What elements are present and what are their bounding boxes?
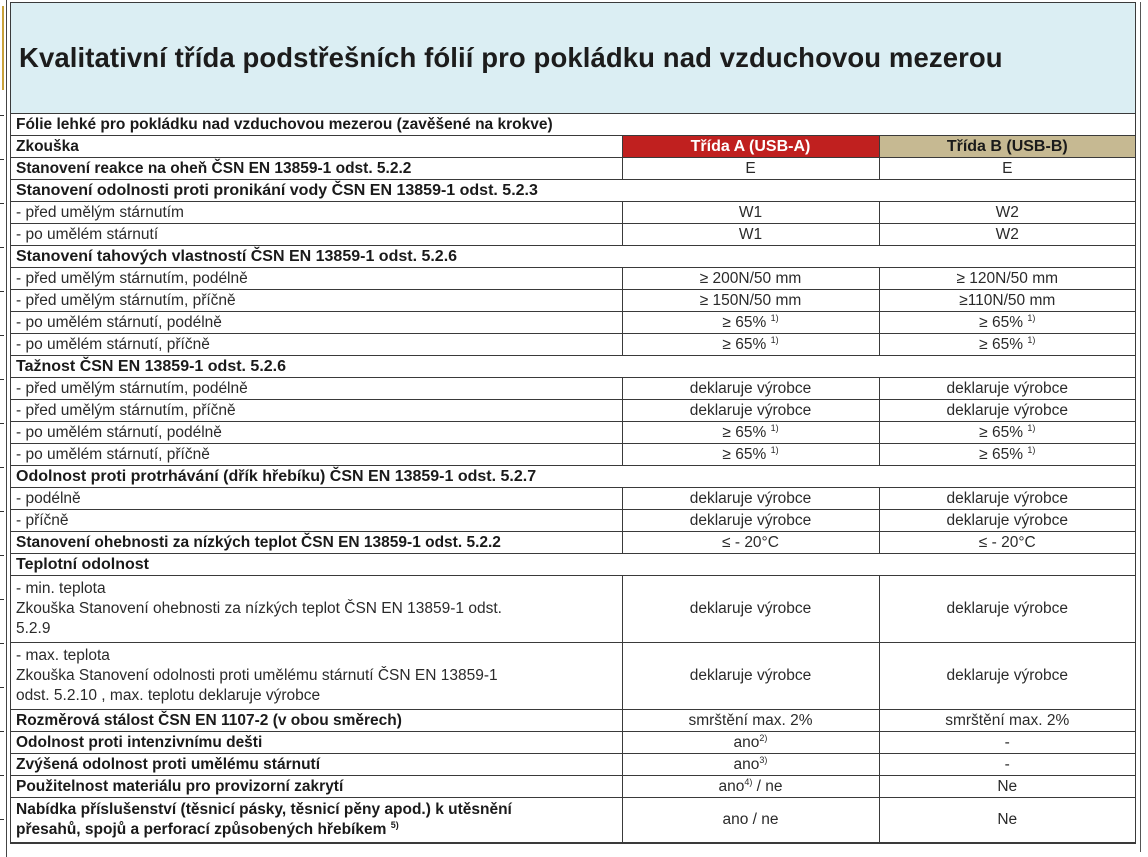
table-row xyxy=(11,776,1135,798)
class-b-value-text: ≥ 65% xyxy=(979,313,1028,331)
class-a-value-text: ano xyxy=(733,755,760,773)
class-b-value xyxy=(879,732,1135,754)
class-b-value xyxy=(879,158,1135,180)
class-b-value-text: - xyxy=(1004,755,1010,773)
class-a-value-text: ≥ 65% xyxy=(722,335,771,353)
class-b-value-text: deklaruje výrobce xyxy=(946,489,1068,507)
test-label-text: - příčně xyxy=(16,511,69,529)
class-a-value-text: deklaruje výrobce xyxy=(689,379,812,397)
table-header-row xyxy=(11,136,1135,158)
test-label-text: - po umělém stárnutí, příčně xyxy=(16,445,210,463)
class-b-value xyxy=(879,576,1135,643)
class-a-value xyxy=(622,378,879,400)
edge-tick xyxy=(0,599,4,600)
edge-tick xyxy=(0,467,4,468)
class-b-value-text: W2 xyxy=(995,225,1019,243)
class-b-value-text: deklaruje výrobce xyxy=(946,379,1068,397)
table-row xyxy=(11,290,1135,312)
class-b-value-text: smrštění max. 2% xyxy=(945,711,1070,729)
class-a-value-text: deklaruje výrobce xyxy=(689,401,812,419)
table-row xyxy=(11,268,1135,290)
class-a-value-text: W1 xyxy=(738,225,763,243)
class-a-value-text: deklaruje výrobce xyxy=(689,667,812,684)
table-row xyxy=(11,444,1135,466)
test-label-text: - podélně xyxy=(16,489,81,507)
footnote-ref: 1) xyxy=(1027,444,1036,455)
class-a-value xyxy=(622,224,879,246)
test-label xyxy=(11,488,622,510)
quality-class-sheet xyxy=(10,2,1136,844)
section-label: Tažnost ČSN EN 13859-1 odst. 5.2.6 xyxy=(11,356,1135,378)
edge-tick xyxy=(0,819,4,820)
class-b-value xyxy=(879,510,1135,532)
test-label-text: Stanovení reakce na oheň ČSN EN 13859-1 odst. 5.2.2 xyxy=(16,159,412,177)
test-label-text: Použitelnost materiálu pro provizorní zakrytí xyxy=(16,777,344,795)
footnote-ref: 1) xyxy=(770,334,779,345)
class-a-value xyxy=(622,290,879,312)
class-b-value xyxy=(879,268,1135,290)
test-label-text: - max. teplota Zkouška Stanovení odolnosti proti umělému stárnutí ČSN EN 13859-1 odst. 5.2.10 , max. teplotu deklaruje výrobce xyxy=(16,647,498,704)
class-b-value xyxy=(879,202,1135,224)
footnote-ref: 1) xyxy=(770,444,779,455)
table-row xyxy=(11,422,1135,444)
test-label-text: - min. teplota Zkouška Stanovení ohebnosti za nízkých teplot ČSN EN 13859-1 odst. 5.2.9 xyxy=(16,580,502,637)
table-row xyxy=(11,710,1135,732)
section-row xyxy=(11,356,1135,378)
edge-tick xyxy=(0,247,4,248)
class-a-value xyxy=(622,268,879,290)
class-a-value-text: deklaruje výrobce xyxy=(689,600,812,617)
test-label xyxy=(11,510,622,532)
class-a-value xyxy=(622,202,879,224)
header-class-a: Třída A (USB-A) xyxy=(622,136,879,158)
table-row xyxy=(11,732,1135,754)
test-label xyxy=(11,224,622,246)
class-b-value-text: - xyxy=(1004,733,1010,751)
test-label-text: Odolnost proti intenzivnímu dešti xyxy=(16,733,263,751)
test-label-text: - před umělým stárnutím, příčně xyxy=(16,401,236,419)
test-label xyxy=(11,732,622,754)
test-label-text: - před umělým stárnutím xyxy=(16,203,184,221)
class-b-value xyxy=(879,422,1135,444)
test-label-text: Rozměrová stálost ČSN EN 1107-2 (v obou směrech) xyxy=(16,711,402,729)
test-label-text: - před umělým stárnutím, podélně xyxy=(16,379,248,397)
class-b-value xyxy=(879,643,1135,710)
table-row xyxy=(11,400,1135,422)
left-edge-accent xyxy=(2,6,4,90)
test-label xyxy=(11,378,622,400)
class-a-value xyxy=(622,488,879,510)
edge-tick xyxy=(0,159,4,160)
class-a-value xyxy=(622,158,879,180)
table-row xyxy=(11,643,1135,710)
page-right-edge xyxy=(1140,2,1141,852)
document-title: Kvalitativní třída podstřešních fólií pro pokládku nad vzduchovou mezerou xyxy=(19,42,1003,73)
title-band xyxy=(11,3,1135,114)
class-b-value xyxy=(879,754,1135,776)
class-b-value-text: deklaruje výrobce xyxy=(946,511,1068,529)
table-row xyxy=(11,488,1135,510)
table-caption: Fólie lehké pro pokládku nad vzduchovou mezerou (zavěšené na krokve) xyxy=(11,114,1135,136)
class-a-value-text: ano / ne xyxy=(722,811,779,828)
class-a-value xyxy=(622,444,879,466)
test-label xyxy=(11,158,622,180)
test-label xyxy=(11,532,622,554)
class-a-value-text: ≥ 150N/50 mm xyxy=(699,291,802,309)
class-a-value xyxy=(622,776,879,798)
class-b-value-text: ≥ 65% xyxy=(979,445,1028,463)
class-b-value xyxy=(879,312,1135,334)
test-label xyxy=(11,710,622,732)
section-label: Odolnost proti protrhávání (dřík hřebíku) ČSN EN 13859-1 odst. 5.2.7 xyxy=(11,466,1135,488)
test-label xyxy=(11,312,622,334)
class-a-value-text: E xyxy=(745,159,756,177)
class-b-value-text: ≥ 65% xyxy=(979,423,1028,441)
class-a-value xyxy=(622,754,879,776)
table-row xyxy=(11,224,1135,246)
test-label-text: - před umělým stárnutím, příčně xyxy=(16,291,236,309)
quality-class-table xyxy=(11,114,1135,843)
edge-tick xyxy=(0,555,4,556)
table-row xyxy=(11,754,1135,776)
class-b-value xyxy=(879,488,1135,510)
test-label xyxy=(11,422,622,444)
class-a-value xyxy=(622,510,879,532)
table-row xyxy=(11,532,1135,554)
class-b-value-text: ≤ - 20°C xyxy=(978,533,1036,551)
class-b-value-text: ≥110N/50 mm xyxy=(959,291,1056,309)
footnote-ref: 5) xyxy=(390,820,399,830)
class-a-value xyxy=(622,643,879,710)
test-label xyxy=(11,776,622,798)
footnote-ref: 1) xyxy=(1027,334,1036,345)
class-a-value xyxy=(622,400,879,422)
edge-tick xyxy=(0,731,4,732)
class-b-value-text: E xyxy=(1002,159,1013,177)
edge-tick xyxy=(0,291,4,292)
test-label xyxy=(11,643,622,710)
section-label: Teplotní odolnost xyxy=(11,554,1135,576)
class-b-value xyxy=(879,334,1135,356)
table-row xyxy=(11,312,1135,334)
footnote-ref: 3) xyxy=(759,754,768,765)
edge-tick xyxy=(0,775,4,776)
edge-tick xyxy=(0,643,4,644)
class-a-value-text: ano xyxy=(733,733,760,751)
edge-tick xyxy=(0,511,4,512)
class-a-value-text: ≤ - 20°C xyxy=(722,533,779,551)
class-b-value-text: Ne xyxy=(997,777,1018,795)
edge-tick xyxy=(0,115,4,116)
class-a-value-text: deklaruje výrobce xyxy=(689,511,812,529)
class-b-value xyxy=(879,798,1135,843)
footnote-ref: 1) xyxy=(1027,422,1036,433)
class-a-value-text: smrštění max. 2% xyxy=(688,711,813,729)
table-row xyxy=(11,798,1135,843)
class-a-value-text: ≥ 65% xyxy=(722,423,771,441)
class-b-value xyxy=(879,378,1135,400)
section-label: Stanovení odolnosti proti pronikání vody ČSN EN 13859-1 odst. 5.2.3 xyxy=(11,180,1135,202)
section-row xyxy=(11,466,1135,488)
test-label-text: - po umělém stárnutí, příčně xyxy=(16,335,210,353)
test-label-text: - po umělém stárnutí xyxy=(16,225,159,243)
class-a-value-text: ≥ 65% xyxy=(722,313,771,331)
test-label xyxy=(11,400,622,422)
table-caption-row xyxy=(11,114,1135,136)
test-label xyxy=(11,798,622,843)
test-label xyxy=(11,444,622,466)
test-label-text: - po umělém stárnutí, podélně xyxy=(16,423,222,441)
test-label-text: Zvýšená odolnost proti umělému stárnutí xyxy=(16,755,321,773)
section-label: Stanovení tahových vlastností ČSN EN 13859-1 odst. 5.2.6 xyxy=(11,246,1135,268)
footnote-ref: 1) xyxy=(770,312,779,323)
class-a-value xyxy=(622,710,879,732)
footnote-ref: 2) xyxy=(759,732,768,743)
class-a-value xyxy=(622,798,879,843)
class-a-value xyxy=(622,422,879,444)
table-row xyxy=(11,510,1135,532)
class-a-value-text: W1 xyxy=(738,203,763,221)
class-b-value xyxy=(879,290,1135,312)
class-b-value xyxy=(879,776,1135,798)
class-a-value-suffix: / ne xyxy=(752,777,783,795)
section-row xyxy=(11,180,1135,202)
footnote-ref: 1) xyxy=(770,422,779,433)
class-b-value-text: ≥ 65% xyxy=(979,335,1028,353)
table-row xyxy=(11,576,1135,643)
class-a-value xyxy=(622,732,879,754)
class-b-value-text: W2 xyxy=(995,203,1019,221)
test-label xyxy=(11,754,622,776)
class-b-value-text: Ne xyxy=(997,811,1018,828)
class-b-value-text: ≥ 120N/50 mm xyxy=(956,269,1059,287)
class-b-value-text: deklaruje výrobce xyxy=(946,401,1068,419)
class-b-value xyxy=(879,444,1135,466)
edge-tick xyxy=(0,423,4,424)
test-label-text: Stanovení ohebnosti za nízkých teplot ČSN EN 13859-1 odst. 5.2.2 xyxy=(16,533,501,551)
class-a-value xyxy=(622,532,879,554)
test-label xyxy=(11,576,622,643)
section-row xyxy=(11,246,1135,268)
section-row xyxy=(11,554,1135,576)
class-b-value xyxy=(879,224,1135,246)
test-label xyxy=(11,290,622,312)
edge-tick xyxy=(0,687,4,688)
test-label-text: - po umělém stárnutí, podélně xyxy=(16,313,222,331)
header-class-b: Třída B (USB-B) xyxy=(879,136,1135,158)
class-a-value xyxy=(622,576,879,643)
class-a-value-text: ano xyxy=(718,777,745,795)
table-row xyxy=(11,378,1135,400)
footnote-ref: 4) xyxy=(744,776,753,787)
class-a-value xyxy=(622,312,879,334)
class-b-value xyxy=(879,532,1135,554)
edge-tick xyxy=(0,203,4,204)
table-row xyxy=(11,334,1135,356)
class-b-value-text: deklaruje výrobce xyxy=(946,667,1068,684)
class-a-value-text: ≥ 65% xyxy=(722,445,771,463)
class-a-value-text: ≥ 200N/50 mm xyxy=(699,269,802,287)
footnote-ref: 1) xyxy=(1027,312,1036,323)
edge-tick xyxy=(0,379,4,380)
header-test: Zkouška xyxy=(11,136,622,158)
class-b-value xyxy=(879,710,1135,732)
class-a-value xyxy=(622,334,879,356)
class-a-value-text: deklaruje výrobce xyxy=(689,489,812,507)
test-label-text: - před umělým stárnutím, podélně xyxy=(16,269,248,287)
table-row xyxy=(11,202,1135,224)
test-label xyxy=(11,268,622,290)
class-b-value xyxy=(879,400,1135,422)
test-label-text: Nabídka příslušenství (těsnicí pásky, těsnicí pěny apod.) k utěsnění přesahů, spojů a perforací způsobených hřebíkem xyxy=(16,801,512,838)
test-label xyxy=(11,334,622,356)
test-label xyxy=(11,202,622,224)
edge-tick xyxy=(0,335,4,336)
table-row xyxy=(11,158,1135,180)
page-left-edge xyxy=(0,0,7,857)
class-b-value-text: deklaruje výrobce xyxy=(946,600,1068,617)
